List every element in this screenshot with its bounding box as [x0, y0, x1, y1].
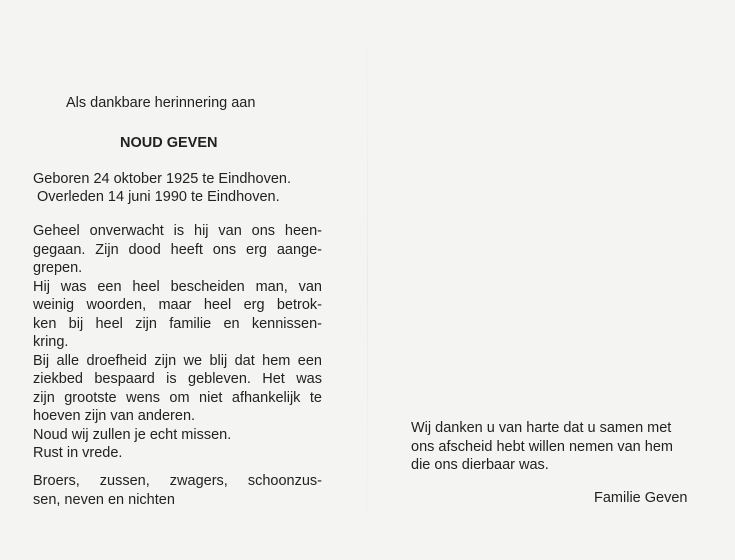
deceased-name: NOUD GEVEN [120, 135, 218, 151]
family-text-line: Broers, zussen, zwagers, schoonzus- [33, 473, 322, 489]
intro-text: Als dankbare herinnering aan [66, 95, 256, 111]
signature: Familie Geven [594, 490, 688, 506]
memorial-text-line: ziekbed bespaard is gebleven. Het was [33, 371, 322, 387]
family-text-line: sen, neven en nichten [33, 491, 175, 508]
memorial-text-line: Hij was een heel bescheiden man, van [33, 278, 322, 295]
memorial-text-line: Geheel onverwacht is hij van ons heen- [33, 223, 322, 239]
thanks-text-line: ons afscheid hebt willen nemen van hem [411, 438, 673, 455]
memorial-text-line: grepen. [33, 260, 83, 276]
memorial-text-line: hoeven zijn van anderen. [33, 408, 196, 424]
thanks-text-line: die ons dierbaar was. [411, 457, 549, 473]
thanks-text-line: Wij danken u van harte dat u samen met [411, 420, 672, 436]
memorial-text-line: zijn grootste wens om niet afhankelijk te [33, 389, 322, 406]
memorial-text-line: Bij alle droefheid zijn we blij dat hem een [33, 352, 322, 369]
death-line: Overleden 14 juni 1990 te Eindhoven. [37, 189, 280, 205]
family-text [33, 472, 322, 509]
memorial-text-line: kring. [33, 334, 69, 350]
memorial-text-line: Noud wij zullen je echt missen. [33, 426, 232, 443]
birth-line: Geboren 24 oktober 1925 te Eindhoven. [33, 171, 291, 187]
thanks-text [411, 419, 701, 475]
memorial-text-line: weinig woorden, maar heel erg betrok- [33, 297, 322, 313]
memorial-text-line: ken bij heel zijn familie en kennissen- [33, 315, 322, 332]
memorial-text [33, 222, 322, 463]
memorial-text-line: gegaan. Zijn dood heeft ons erg aange- [33, 241, 322, 258]
card-fold [367, 0, 368, 560]
memorial-text-line: Rust in vrede. [33, 445, 123, 461]
